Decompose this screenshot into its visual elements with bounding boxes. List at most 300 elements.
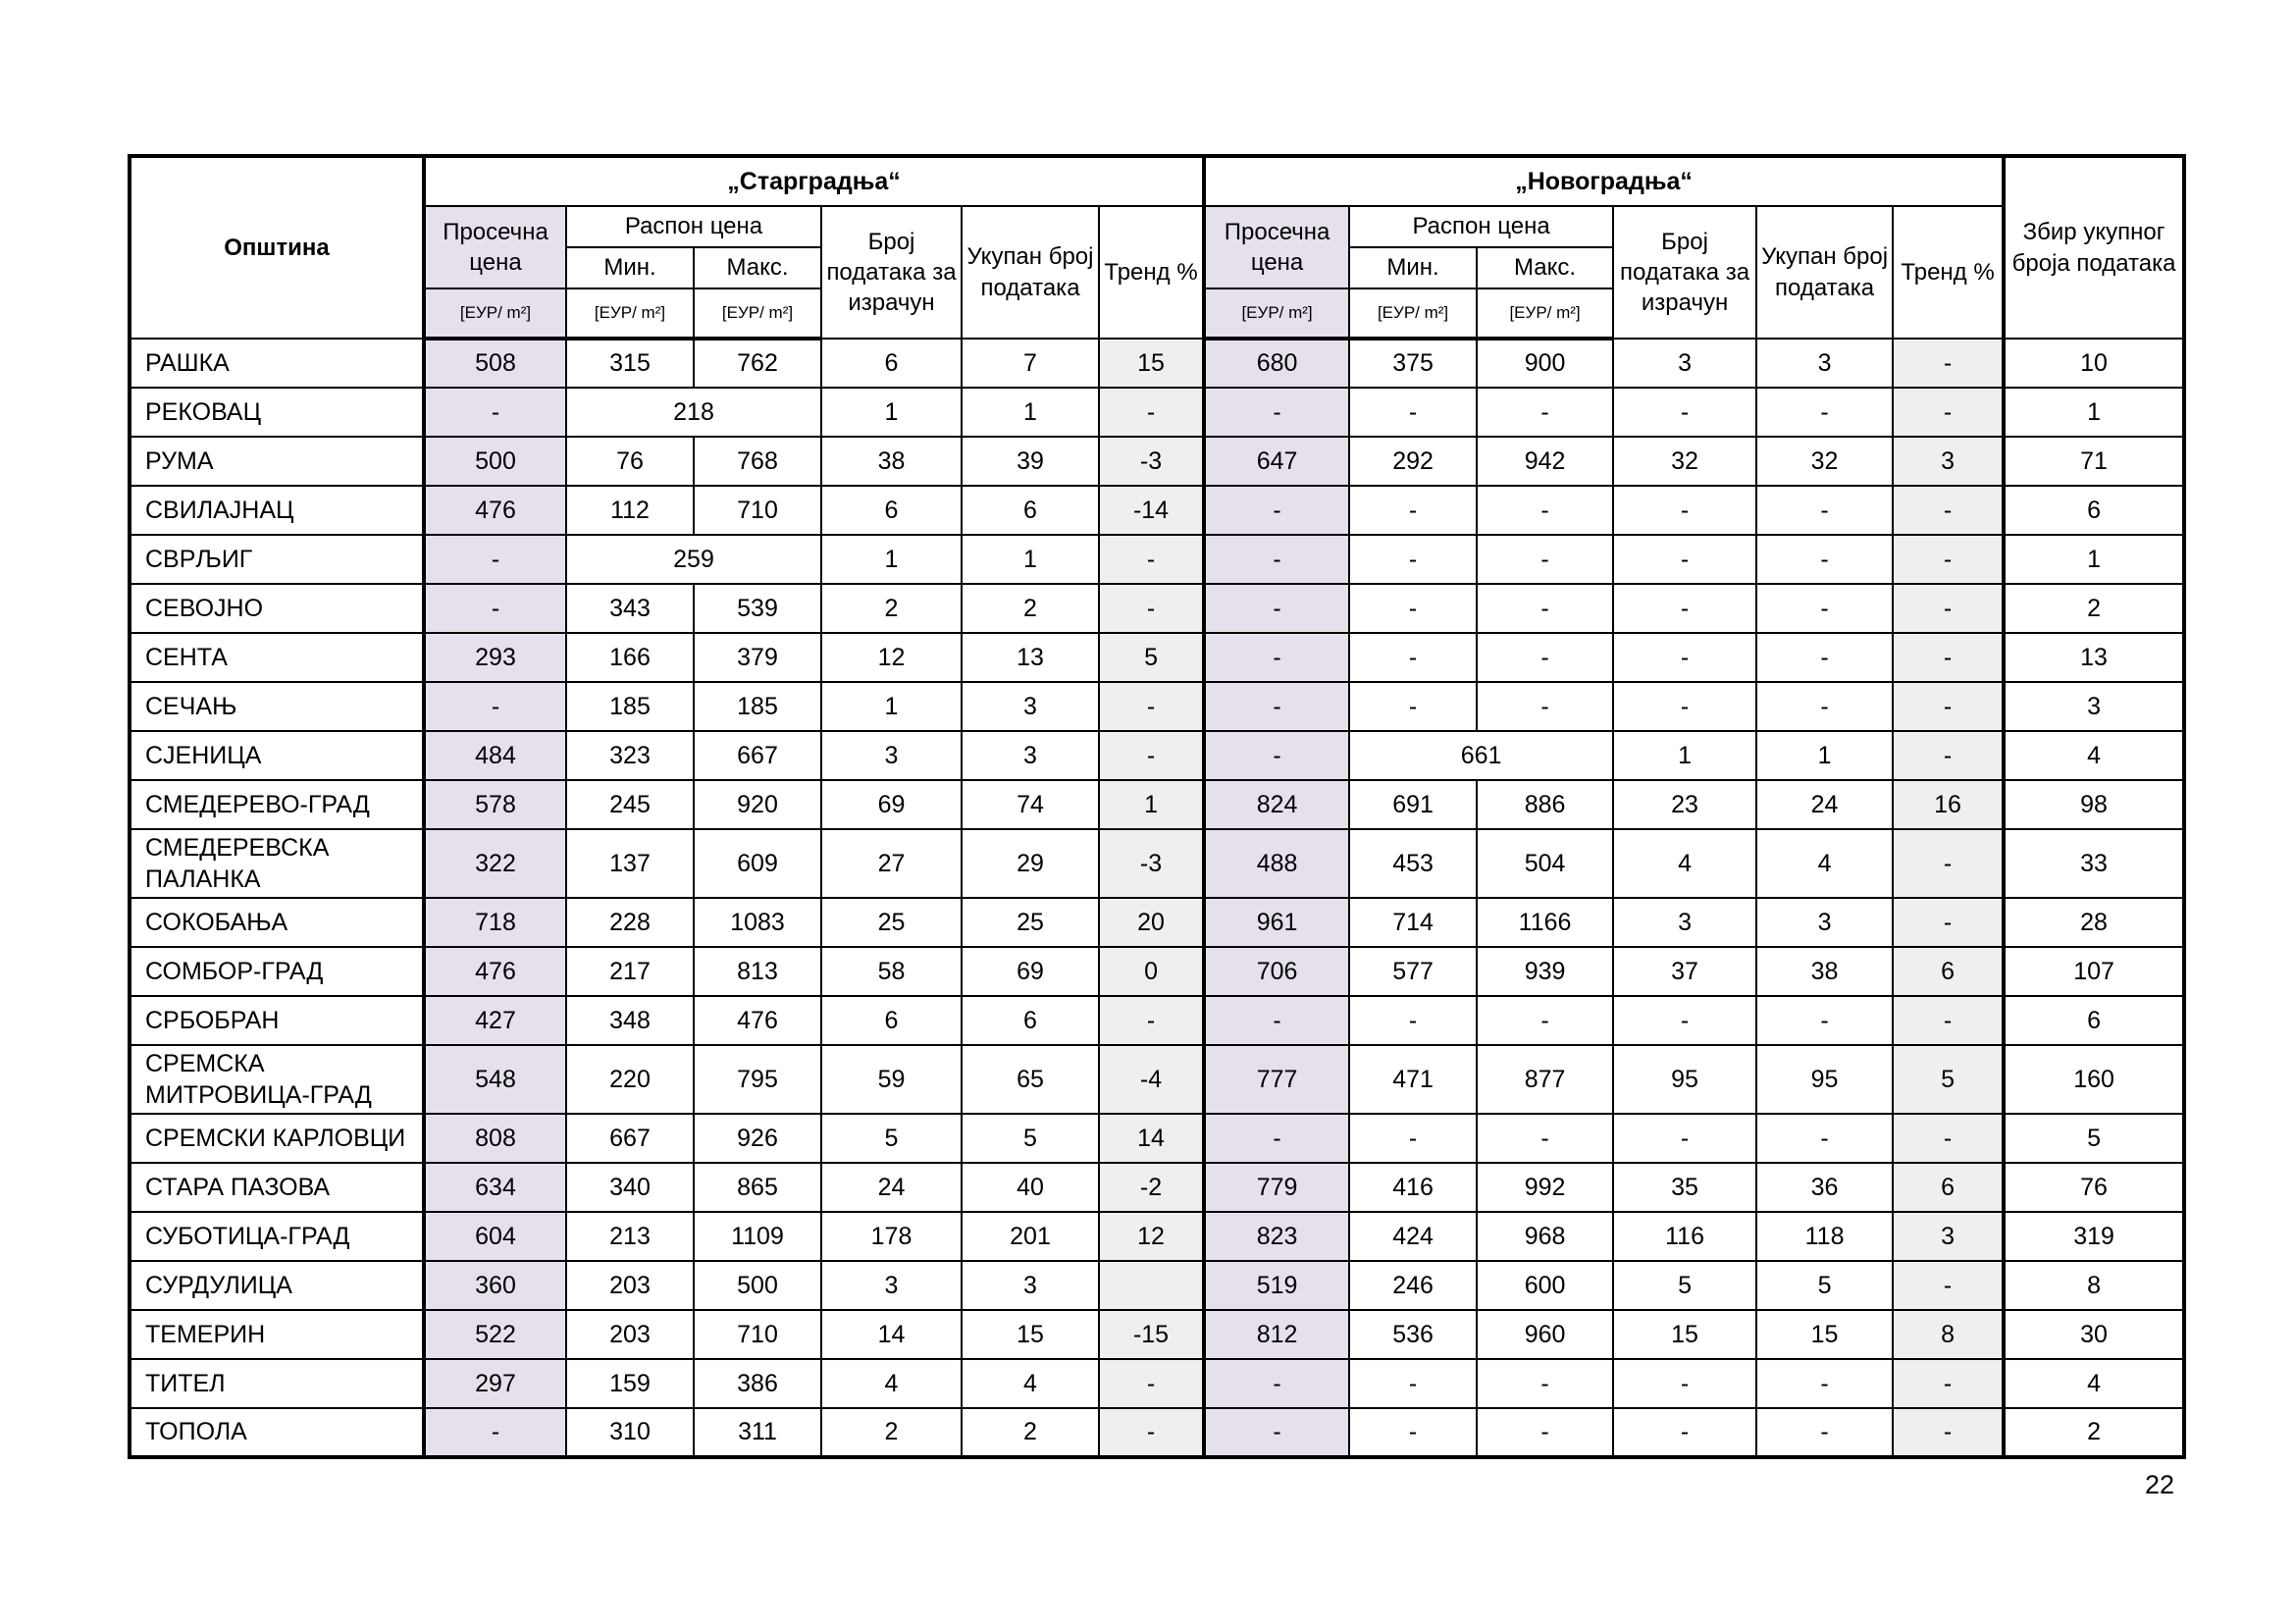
new-min-price-cell: 424 xyxy=(1349,1212,1477,1261)
table-row xyxy=(130,1408,2184,1457)
sum-total-cell: 8 xyxy=(2004,1261,2184,1310)
old-calc-count-cell: 5 xyxy=(821,1114,962,1163)
sum-total-cell: 6 xyxy=(2004,486,2184,535)
new-min-price-cell: 691 xyxy=(1349,780,1477,829)
old-calc-count-cell: 38 xyxy=(821,437,962,486)
old-calc-count-cell: 69 xyxy=(821,780,962,829)
old-avg-price-cell: 718 xyxy=(424,898,566,947)
old-avg-price-cell: 500 xyxy=(424,437,566,486)
old-min-price-cell: 220 xyxy=(566,1045,694,1114)
old-min-price-cell: 213 xyxy=(566,1212,694,1261)
old-trend-cell: - xyxy=(1099,1359,1204,1408)
municipality-name-cell: СВРЉИГ xyxy=(130,535,424,584)
new-max-price-cell: 939 xyxy=(1477,947,1613,996)
old-trend-cell: -15 xyxy=(1099,1310,1204,1359)
new-avg-price-cell: 777 xyxy=(1204,1045,1349,1114)
old-trend-cell: - xyxy=(1099,535,1204,584)
table-row xyxy=(130,947,2184,996)
old-max-price-cell: 710 xyxy=(694,1310,821,1359)
new-min-price-cell: 453 xyxy=(1349,829,1477,898)
old-avg-price-cell: 322 xyxy=(424,829,566,898)
old-calc-count-header: Број података за израчун xyxy=(821,206,962,339)
new-min-price-cell: - xyxy=(1349,388,1477,437)
old-avg-price-cell: 293 xyxy=(424,633,566,682)
table-row xyxy=(130,1261,2184,1310)
old-total-count-cell: 1 xyxy=(962,388,1099,437)
old-trend-cell: -2 xyxy=(1099,1163,1204,1212)
new-calc-count-cell: 95 xyxy=(1613,1045,1756,1114)
municipality-name-cell: РУМА xyxy=(130,437,424,486)
municipality-name-cell: СМЕДЕРЕВСКА ПАЛАНКА xyxy=(130,829,424,898)
new-max-price-cell: 942 xyxy=(1477,437,1613,486)
new-trend-cell: - xyxy=(1893,1114,2004,1163)
new-trend-cell: 6 xyxy=(1893,1163,2004,1212)
new-calc-count-cell: - xyxy=(1613,486,1756,535)
table-row xyxy=(130,898,2184,947)
new-max-unit: [ЕУР/ m²] xyxy=(1477,288,1613,339)
old-total-count-cell: 29 xyxy=(962,829,1099,898)
table-row xyxy=(130,486,2184,535)
old-total-count-cell: 7 xyxy=(962,339,1099,388)
new-price-range-header: Распон цена xyxy=(1349,206,1613,247)
new-avg-price-cell: 961 xyxy=(1204,898,1349,947)
new-calc-count-cell: - xyxy=(1613,1359,1756,1408)
old-max-price-cell: 768 xyxy=(694,437,821,486)
new-calc-count-cell: 23 xyxy=(1613,780,1756,829)
municipality-name-cell: СЕНТА xyxy=(130,633,424,682)
new-trend-cell: - xyxy=(1893,731,2004,780)
old-total-count-cell: 2 xyxy=(962,1408,1099,1457)
new-total-count-cell: 4 xyxy=(1756,829,1893,898)
sum-total-cell: 1 xyxy=(2004,388,2184,437)
old-min-price-cell: 315 xyxy=(566,339,694,388)
new-calc-count-cell: 116 xyxy=(1613,1212,1756,1261)
municipality-name-cell: ТОПОЛА xyxy=(130,1408,424,1457)
new-total-count-cell: - xyxy=(1756,682,1893,731)
new-max-price-cell: 504 xyxy=(1477,829,1613,898)
old-trend-cell: 20 xyxy=(1099,898,1204,947)
old-avg-price-cell: 427 xyxy=(424,996,566,1045)
old-total-count-cell: 1 xyxy=(962,535,1099,584)
new-calc-count-cell: 5 xyxy=(1613,1261,1756,1310)
old-min-price-cell: 185 xyxy=(566,682,694,731)
new-calc-count-cell: - xyxy=(1613,1114,1756,1163)
new-max-price-cell: - xyxy=(1477,535,1613,584)
new-max-price-cell: 900 xyxy=(1477,339,1613,388)
new-max-price-cell: - xyxy=(1477,388,1613,437)
new-avg-price-cell: - xyxy=(1204,584,1349,633)
old-calc-count-cell: 3 xyxy=(821,731,962,780)
new-max-price-cell: - xyxy=(1477,584,1613,633)
table-row xyxy=(130,1310,2184,1359)
new-total-count-cell: - xyxy=(1756,633,1893,682)
new-total-count-cell: - xyxy=(1756,584,1893,633)
new-min-price-cell: 577 xyxy=(1349,947,1477,996)
old-price-range-header: Распон цена xyxy=(566,206,821,247)
old-trend-cell: 14 xyxy=(1099,1114,1204,1163)
new-calc-count-cell: 4 xyxy=(1613,829,1756,898)
old-trend-cell: 0 xyxy=(1099,947,1204,996)
new-avg-price-cell: - xyxy=(1204,486,1349,535)
sum-total-cell: 160 xyxy=(2004,1045,2184,1114)
municipality-name-cell: СОМБОР-ГРАД xyxy=(130,947,424,996)
old-min-price-cell: 159 xyxy=(566,1359,694,1408)
new-min-price-cell: 375 xyxy=(1349,339,1477,388)
old-total-count-cell: 5 xyxy=(962,1114,1099,1163)
new-calc-count-cell: - xyxy=(1613,1408,1756,1457)
table-row xyxy=(130,1359,2184,1408)
old-max-price-cell: 311 xyxy=(694,1408,821,1457)
new-total-count-cell: - xyxy=(1756,1408,1893,1457)
table-row xyxy=(130,682,2184,731)
new-min-price-cell: 536 xyxy=(1349,1310,1477,1359)
table-row xyxy=(130,829,2184,898)
old-max-unit: [ЕУР/ m²] xyxy=(694,288,821,339)
sum-total-cell: 1 xyxy=(2004,535,2184,584)
old-min-price-cell: 76 xyxy=(566,437,694,486)
new-calc-count-cell: 3 xyxy=(1613,898,1756,947)
new-max-price-cell: 1166 xyxy=(1477,898,1613,947)
new-max-price-cell: - xyxy=(1477,1359,1613,1408)
new-trend-cell: 6 xyxy=(1893,947,2004,996)
new-price-range-cell: 661 xyxy=(1349,731,1613,780)
new-trend-cell: - xyxy=(1893,1359,2004,1408)
new-total-count-cell: - xyxy=(1756,535,1893,584)
new-total-count-cell: 36 xyxy=(1756,1163,1893,1212)
new-trend-cell: 5 xyxy=(1893,1045,2004,1114)
sum-total-cell: 4 xyxy=(2004,731,2184,780)
old-avg-price-cell: 634 xyxy=(424,1163,566,1212)
old-avg-price-cell: 297 xyxy=(424,1359,566,1408)
old-avg-price-cell: 484 xyxy=(424,731,566,780)
municipality-name-cell: СЕВОЈНО xyxy=(130,584,424,633)
old-avg-price-cell: 578 xyxy=(424,780,566,829)
old-total-count-cell: 25 xyxy=(962,898,1099,947)
old-avg-price-header: Просечна цена xyxy=(424,206,566,288)
table-row xyxy=(130,731,2184,780)
new-avg-price-cell: - xyxy=(1204,1408,1349,1457)
old-trend-cell: 1 xyxy=(1099,780,1204,829)
new-trend-cell: - xyxy=(1893,339,2004,388)
sum-total-cell: 71 xyxy=(2004,437,2184,486)
new-calc-count-cell: - xyxy=(1613,996,1756,1045)
municipality-name-cell: СРЕМСКА МИТРОВИЦА-ГРАД xyxy=(130,1045,424,1114)
municipality-name-cell: СЕЧАЊ xyxy=(130,682,424,731)
table-row xyxy=(130,1114,2184,1163)
new-min-price-cell: - xyxy=(1349,486,1477,535)
old-max-price-cell: 476 xyxy=(694,996,821,1045)
new-total-count-cell: 15 xyxy=(1756,1310,1893,1359)
new-min-price-cell: - xyxy=(1349,996,1477,1045)
municipality-name-cell: СОКОБАЊА xyxy=(130,898,424,947)
old-build-header: „Старградња“ xyxy=(424,156,1204,206)
table-row xyxy=(130,1163,2184,1212)
new-calc-count-cell: 37 xyxy=(1613,947,1756,996)
new-max-header: Макс. xyxy=(1477,247,1613,288)
old-total-count-cell: 39 xyxy=(962,437,1099,486)
old-trend-cell: - xyxy=(1099,1408,1204,1457)
new-min-price-cell: 714 xyxy=(1349,898,1477,947)
new-max-price-cell: 600 xyxy=(1477,1261,1613,1310)
table-body xyxy=(130,339,2184,1457)
old-trend-cell: -3 xyxy=(1099,437,1204,486)
new-trend-cell: 8 xyxy=(1893,1310,2004,1359)
new-min-price-cell: - xyxy=(1349,1359,1477,1408)
new-trend-cell: - xyxy=(1893,388,2004,437)
new-total-count-cell: 95 xyxy=(1756,1045,1893,1114)
new-calc-count-cell: 1 xyxy=(1613,731,1756,780)
new-avg-price-cell: 824 xyxy=(1204,780,1349,829)
new-max-price-cell: - xyxy=(1477,682,1613,731)
new-avg-price-cell: - xyxy=(1204,535,1349,584)
new-max-price-cell: - xyxy=(1477,633,1613,682)
old-avg-price-cell: 476 xyxy=(424,486,566,535)
old-calc-count-cell: 2 xyxy=(821,584,962,633)
old-max-price-cell: 500 xyxy=(694,1261,821,1310)
new-total-count-header: Укупан број података xyxy=(1756,206,1893,339)
new-trend-cell: - xyxy=(1893,898,2004,947)
new-max-price-cell: 886 xyxy=(1477,780,1613,829)
new-trend-cell: - xyxy=(1893,633,2004,682)
old-trend-header: Тренд % xyxy=(1099,206,1204,339)
old-min-price-cell: 310 xyxy=(566,1408,694,1457)
old-avg-price-cell: 508 xyxy=(424,339,566,388)
old-max-price-cell: 539 xyxy=(694,584,821,633)
new-avg-price-cell: 779 xyxy=(1204,1163,1349,1212)
old-max-price-cell: 609 xyxy=(694,829,821,898)
new-min-price-cell: - xyxy=(1349,682,1477,731)
new-avg-price-header: Просечна цена xyxy=(1204,206,1349,288)
old-calc-count-cell: 178 xyxy=(821,1212,962,1261)
new-min-price-cell: - xyxy=(1349,1114,1477,1163)
old-min-price-cell: 343 xyxy=(566,584,694,633)
sum-total-cell: 98 xyxy=(2004,780,2184,829)
new-calc-count-cell: - xyxy=(1613,633,1756,682)
new-avg-price-cell: - xyxy=(1204,731,1349,780)
new-total-count-cell: - xyxy=(1756,1359,1893,1408)
sum-total-cell: 107 xyxy=(2004,947,2184,996)
new-trend-cell: 16 xyxy=(1893,780,2004,829)
old-avg-price-cell: 360 xyxy=(424,1261,566,1310)
new-total-count-cell: - xyxy=(1756,388,1893,437)
old-min-price-cell: 667 xyxy=(566,1114,694,1163)
old-avg-price-cell: 548 xyxy=(424,1045,566,1114)
old-trend-cell: -3 xyxy=(1099,829,1204,898)
new-trend-cell: - xyxy=(1893,829,2004,898)
old-trend-cell: - xyxy=(1099,682,1204,731)
old-min-price-cell: 348 xyxy=(566,996,694,1045)
new-total-count-cell: 1 xyxy=(1756,731,1893,780)
old-calc-count-cell: 6 xyxy=(821,339,962,388)
new-avg-price-cell: - xyxy=(1204,388,1349,437)
price-table xyxy=(128,154,2186,1459)
new-min-price-cell: 471 xyxy=(1349,1045,1477,1114)
table-row xyxy=(130,339,2184,388)
new-total-count-cell: - xyxy=(1756,1114,1893,1163)
old-trend-cell: -14 xyxy=(1099,486,1204,535)
old-calc-count-cell: 3 xyxy=(821,1261,962,1310)
old-avg-price-cell: 522 xyxy=(424,1310,566,1359)
old-total-count-cell: 74 xyxy=(962,780,1099,829)
old-max-price-cell: 920 xyxy=(694,780,821,829)
old-min-price-cell: 203 xyxy=(566,1310,694,1359)
new-avg-price-cell: 647 xyxy=(1204,437,1349,486)
old-max-price-cell: 762 xyxy=(694,339,821,388)
sum-total-cell: 319 xyxy=(2004,1212,2184,1261)
new-total-count-cell: 5 xyxy=(1756,1261,1893,1310)
old-trend-cell: 5 xyxy=(1099,633,1204,682)
table-row xyxy=(130,633,2184,682)
new-avg-price-cell: 706 xyxy=(1204,947,1349,996)
new-total-count-cell: 3 xyxy=(1756,339,1893,388)
old-total-count-cell: 6 xyxy=(962,996,1099,1045)
new-calc-count-cell: - xyxy=(1613,682,1756,731)
old-avg-price-cell: - xyxy=(424,682,566,731)
new-max-price-cell: 877 xyxy=(1477,1045,1613,1114)
new-calc-count-cell: 3 xyxy=(1613,339,1756,388)
new-min-unit: [ЕУР/ m²] xyxy=(1349,288,1477,339)
new-max-price-cell: 960 xyxy=(1477,1310,1613,1359)
old-min-price-cell: 112 xyxy=(566,486,694,535)
old-total-count-cell: 2 xyxy=(962,584,1099,633)
sum-total-cell: 33 xyxy=(2004,829,2184,898)
old-price-range-cell: 259 xyxy=(566,535,821,584)
new-total-count-cell: 32 xyxy=(1756,437,1893,486)
table-row xyxy=(130,388,2184,437)
old-calc-count-cell: 14 xyxy=(821,1310,962,1359)
old-avg-unit: [ЕУР/ m²] xyxy=(424,288,566,339)
table-row xyxy=(130,780,2184,829)
sum-total-cell: 2 xyxy=(2004,584,2184,633)
old-total-count-cell: 201 xyxy=(962,1212,1099,1261)
new-min-price-cell: 246 xyxy=(1349,1261,1477,1310)
new-max-price-cell: - xyxy=(1477,1408,1613,1457)
old-calc-count-cell: 4 xyxy=(821,1359,962,1408)
sum-total-cell: 30 xyxy=(2004,1310,2184,1359)
old-total-count-cell: 3 xyxy=(962,682,1099,731)
municipality-name-cell: РАШКА xyxy=(130,339,424,388)
old-total-count-cell: 65 xyxy=(962,1045,1099,1114)
municipality-name-cell: СРЕМСКИ КАРЛОВЦИ xyxy=(130,1114,424,1163)
new-avg-price-cell: 488 xyxy=(1204,829,1349,898)
new-calc-count-header: Број података за израчун xyxy=(1613,206,1756,339)
sum-total-cell: 4 xyxy=(2004,1359,2184,1408)
sum-total-cell: 10 xyxy=(2004,339,2184,388)
old-trend-cell: - xyxy=(1099,731,1204,780)
table-row xyxy=(130,437,2184,486)
old-max-price-cell: 667 xyxy=(694,731,821,780)
municipality-name-cell: СВИЛАЈНАЦ xyxy=(130,486,424,535)
table-row xyxy=(130,996,2184,1045)
old-max-header: Макс. xyxy=(694,247,821,288)
new-trend-cell: 3 xyxy=(1893,1212,2004,1261)
old-calc-count-cell: 27 xyxy=(821,829,962,898)
sum-total-cell: 3 xyxy=(2004,682,2184,731)
table-row xyxy=(130,1045,2184,1114)
new-avg-price-cell: - xyxy=(1204,682,1349,731)
old-avg-price-cell: 808 xyxy=(424,1114,566,1163)
old-total-count-cell: 13 xyxy=(962,633,1099,682)
new-min-price-cell: 416 xyxy=(1349,1163,1477,1212)
old-min-price-cell: 217 xyxy=(566,947,694,996)
municipality-name-cell: ТЕМЕРИН xyxy=(130,1310,424,1359)
old-calc-count-cell: 1 xyxy=(821,682,962,731)
old-avg-price-cell: - xyxy=(424,535,566,584)
old-min-price-cell: 340 xyxy=(566,1163,694,1212)
new-avg-price-cell: 823 xyxy=(1204,1212,1349,1261)
new-total-count-cell: 3 xyxy=(1756,898,1893,947)
table-header xyxy=(130,156,2184,339)
new-calc-count-cell: 35 xyxy=(1613,1163,1756,1212)
old-trend-cell: - xyxy=(1099,584,1204,633)
old-calc-count-cell: 6 xyxy=(821,996,962,1045)
page-number: 22 xyxy=(2144,1470,2174,1499)
sum-total-cell: 76 xyxy=(2004,1163,2184,1212)
new-max-price-cell: - xyxy=(1477,486,1613,535)
new-max-price-cell: - xyxy=(1477,1114,1613,1163)
new-build-header: „Новоградња“ xyxy=(1204,156,2004,206)
new-min-header: Мин. xyxy=(1349,247,1477,288)
sum-total-cell: 28 xyxy=(2004,898,2184,947)
new-avg-price-cell: 812 xyxy=(1204,1310,1349,1359)
new-trend-cell: - xyxy=(1893,486,2004,535)
sum-total-cell: 5 xyxy=(2004,1114,2184,1163)
new-min-price-cell: 292 xyxy=(1349,437,1477,486)
old-total-count-cell: 4 xyxy=(962,1359,1099,1408)
old-min-unit: [ЕУР/ m²] xyxy=(566,288,694,339)
old-max-price-cell: 1083 xyxy=(694,898,821,947)
new-avg-price-cell: 519 xyxy=(1204,1261,1349,1310)
new-total-count-cell: 38 xyxy=(1756,947,1893,996)
new-avg-price-cell: - xyxy=(1204,1359,1349,1408)
old-max-price-cell: 386 xyxy=(694,1359,821,1408)
old-total-count-cell: 69 xyxy=(962,947,1099,996)
old-trend-cell: - xyxy=(1099,996,1204,1045)
new-min-price-cell: - xyxy=(1349,535,1477,584)
sum-total-cell: 6 xyxy=(2004,996,2184,1045)
old-min-price-cell: 323 xyxy=(566,731,694,780)
old-total-count-cell: 3 xyxy=(962,1261,1099,1310)
old-total-count-header: Укупан број података xyxy=(962,206,1099,339)
table-row xyxy=(130,1212,2184,1261)
old-trend-cell: 12 xyxy=(1099,1212,1204,1261)
old-min-price-cell: 166 xyxy=(566,633,694,682)
old-max-price-cell: 813 xyxy=(694,947,821,996)
old-trend-cell: 15 xyxy=(1099,339,1204,388)
old-min-price-cell: 137 xyxy=(566,829,694,898)
municipality-name-cell: СМЕДЕРЕВО-ГРАД xyxy=(130,780,424,829)
new-trend-cell: - xyxy=(1893,1261,2004,1310)
new-calc-count-cell: - xyxy=(1613,535,1756,584)
new-calc-count-cell: - xyxy=(1613,584,1756,633)
old-max-price-cell: 379 xyxy=(694,633,821,682)
new-max-price-cell: 992 xyxy=(1477,1163,1613,1212)
new-avg-unit: [ЕУР/ m²] xyxy=(1204,288,1349,339)
sum-total-cell: 13 xyxy=(2004,633,2184,682)
old-total-count-cell: 3 xyxy=(962,731,1099,780)
municipality-name-cell: СЈЕНИЦА xyxy=(130,731,424,780)
old-trend-cell xyxy=(1099,1261,1204,1310)
old-calc-count-cell: 58 xyxy=(821,947,962,996)
old-avg-price-cell: 604 xyxy=(424,1212,566,1261)
new-calc-count-cell: 32 xyxy=(1613,437,1756,486)
old-calc-count-cell: 59 xyxy=(821,1045,962,1114)
municipality-name-cell: СУРДУЛИЦА xyxy=(130,1261,424,1310)
municipality-name-cell: СРБОБРАН xyxy=(130,996,424,1045)
new-total-count-cell: 118 xyxy=(1756,1212,1893,1261)
new-trend-cell: - xyxy=(1893,1408,2004,1457)
old-max-price-cell: 926 xyxy=(694,1114,821,1163)
